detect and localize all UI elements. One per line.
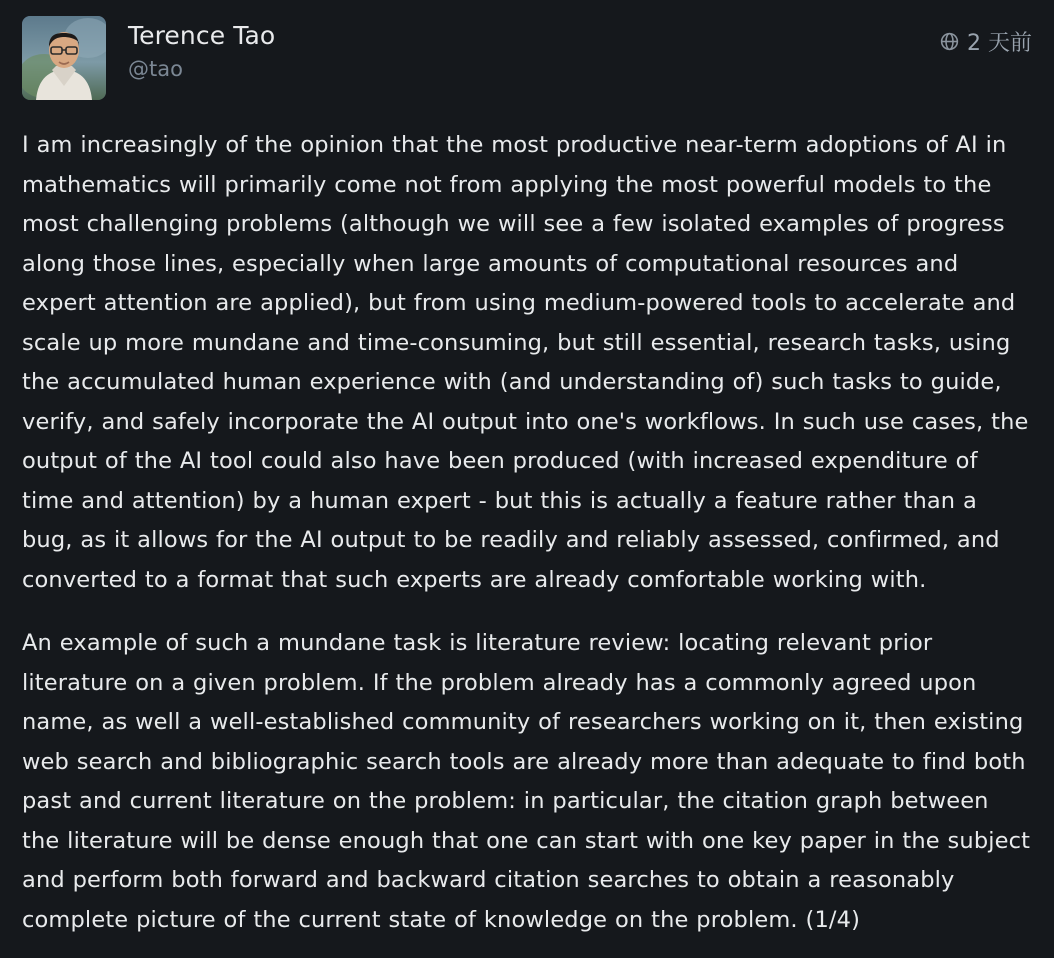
post-paragraph: I am increasingly of the opinion that the most productive near-term adoptions of AI in mathematics will primarily come not from applying the most powerful models to the most challenging problems (although we will see a few isolated examples of progress along those lines, especially when large amounts of computational resources and expert attention are applied), but from using medium-powered tools to accelerate and scale up more mundane and time-consuming, but still essential, research tasks, using the accumulated human experience with (and understanding of) such tasks to guide, verify, and safely incorporate the AI output into one's workflows. In such use cases, the output of the AI tool could also have been produced (with increased expenditure of time and attention) by a human expert - but this is actually a feature rather than a bug, as it allows for the AI output to be readily and reliably assessed, confirmed, and converted to a format that such experts are already comfortable working with. <box>22 132 1029 593</box>
post-meta <box>939 16 1032 57</box>
avatar[interactable] <box>22 16 106 100</box>
post-paragraph: An example of such a mundane task is literature review: locating relevant prior literature on a given problem. If the problem already has a commonly agreed upon name, as well a well-established community of researchers working on it, then existing web search and bibliographic search tools are already more than adequate to find both past and current literature on the problem: in particular, the citation graph between the literature will be dense enough that one can start with one key paper in the subject and perform both forward and backward citation searches to obtain a reasonably complete picture of the current state of knowledge on the problem. (1/4) <box>22 630 1031 933</box>
globe-icon <box>939 31 960 52</box>
post-body <box>22 126 1032 940</box>
author-display-name[interactable]: Terence Tao <box>128 21 276 50</box>
post-header <box>22 16 1032 110</box>
author-handle[interactable]: @tao <box>128 57 183 81</box>
post-timestamp[interactable]: 2 天前 <box>967 31 1032 56</box>
author-identity <box>128 16 275 84</box>
